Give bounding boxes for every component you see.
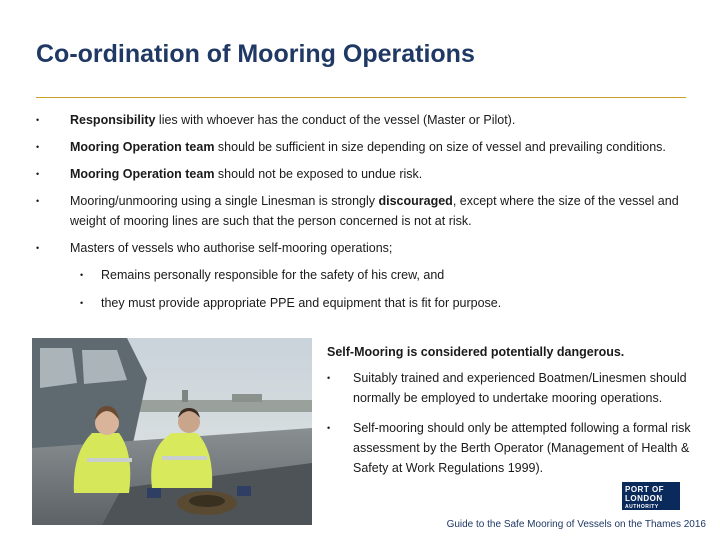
bullet-icon: •: [36, 196, 40, 206]
bullet-text: , except where the size of the vessel and weight of mooring lines are such that the person concerned is not at risk.: [70, 194, 679, 228]
bullet-team-risk: [36, 164, 696, 184]
bullet-icon: •: [36, 142, 40, 152]
title-divider: [36, 97, 686, 98]
bullet-icon: •: [327, 423, 331, 433]
logo-line: PORT OF: [625, 485, 665, 494]
sub-bullet-text: they must provide appropriate PPE and equipment that is fit for purpose.: [101, 296, 502, 310]
bullet-team-size: [36, 137, 696, 157]
slide-title: Co-ordination of Mooring Operations: [36, 40, 475, 68]
bullet-text: lies with whoever has the conduct of the vessel (Master or Pilot).: [155, 113, 516, 127]
bullet-bold: Mooring Operation team: [70, 167, 215, 181]
logo-line: LONDON: [625, 494, 663, 503]
bullet-icon: •: [36, 243, 40, 253]
sub-bullet-responsible: [36, 265, 696, 285]
bullet-bold: Mooring Operation team: [70, 140, 215, 154]
bullet-text: Masters of vessels who authorise self-mooring operations;: [70, 241, 393, 255]
bullet-text: should be sufficient in size depending on size of vessel and prevailing conditions.: [214, 140, 666, 154]
footer-caption: Guide to the Safe Mooring of Vessels on the Thames 2016: [446, 519, 706, 530]
photo-illustration: [32, 338, 312, 525]
bullet-icon: •: [80, 298, 84, 308]
mooring-crew-photo: [32, 338, 312, 525]
self-mooring-bullet-list: [327, 368, 707, 488]
logo-line: AUTHORITY: [625, 504, 659, 510]
port-of-london-authority-logo: [622, 482, 680, 510]
bullet-text: should not be exposed to undue risk.: [214, 167, 423, 181]
bullet-risk-assessment: [327, 418, 707, 478]
self-mooring-heading: Self-Mooring is considered potentially dangerous.: [327, 345, 625, 359]
bullet-masters: [36, 238, 696, 258]
sub-bullet-text: Remains personally responsible for the safety of his crew, and: [101, 268, 445, 282]
bullet-bold: discouraged: [378, 194, 453, 208]
bullet-trained-boatmen: [327, 368, 707, 408]
bullet-icon: •: [36, 169, 40, 179]
bullet-text-pre: Mooring/unmooring using a single Linesman is strongly: [70, 194, 379, 208]
bullet-text: Self-mooring should only be attempted following a formal risk assessment by the Berth Operator (Management of Health & Safety at Work Regulations 1999).: [353, 421, 691, 475]
sub-bullet-ppe: [36, 293, 696, 313]
main-bullet-list: [36, 110, 696, 321]
bullet-icon: •: [327, 373, 331, 383]
bullet-bold: Responsibility: [70, 113, 156, 127]
bullet-text: Suitably trained and experienced Boatmen/Linesmen should normally be employed to undertake mooring operations.: [353, 371, 687, 405]
bullet-icon: •: [36, 115, 40, 125]
bullet-icon: •: [80, 270, 84, 280]
bullet-responsibility: [36, 110, 696, 130]
bullet-single-linesman: [36, 191, 696, 231]
